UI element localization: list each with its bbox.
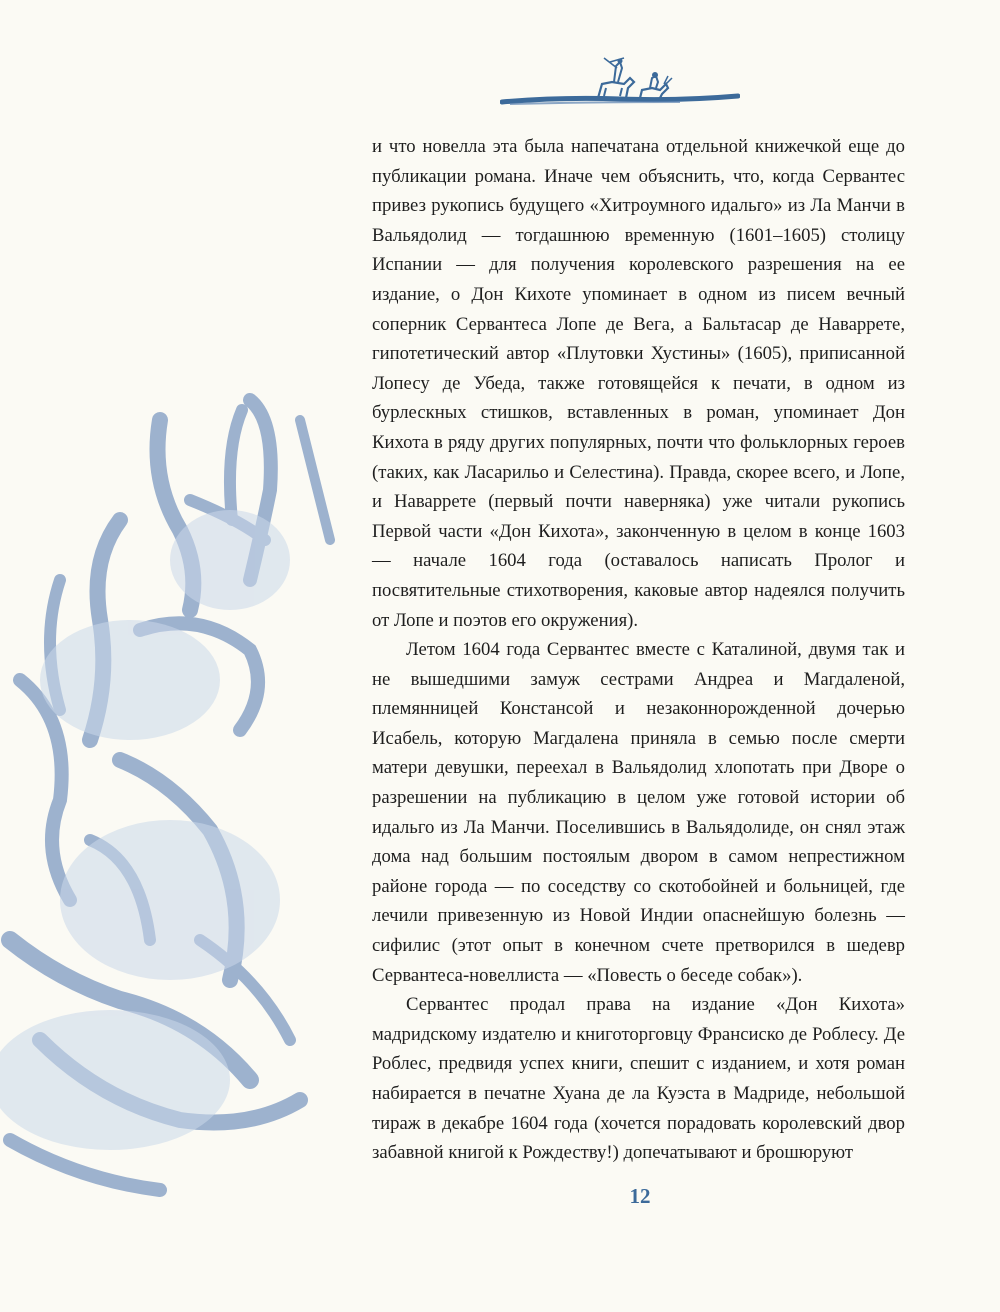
paragraph: и что новелла эта была напечатана отдельной книжечкой еще до публикации романа. Иначе чем объяснить, что, когда Сервантес привез рукопись будущего «Хитроумного идальго» из Ла Манчи в Вальядолид — тогдашнюю временную (1601–1605) столицу Испании — для получения королевского разрешения на ее издание, о Дон Кихоте упоминает в одном из писем вечный соперник Сервантеса Лопе де Вега, а Бальтасар де Наваррете, гипотетический автор «Плутовки Хустины» (1605), приписанной Лопесу де Убеда, также готовящейся к печати, в одном из бурлескных стишков, вставленных в роман, упоминает Дон Кихота в ряду других популярных, почти что фольклорных героев (таких, как Ласарильо и Селестина). Правда, скорее всего, и Лопе, и Наваррете (первый почти наверняка) уже читали рукопись Первой части «Дон Кихота», законченную в целом в конце 1603 — начале 1604 года (оставалось написать Пролог и посвятительные стихотворения, каковые автор надеялся получить от Лопе и поэтов его окружения).	[372, 136, 905, 631]
page-number: 12	[629, 1184, 651, 1208]
don-quixote-painted-sketch-icon	[0, 380, 380, 1240]
body-text	[372, 132, 905, 1168]
paragraph: Летом 1604 года Сервантес вместе с Каталиной, двумя так и не вышедшими замуж сестрами Андреа и Магдаленой, племянницей Констансой и незаконнорожденной дочерью Исабель, которую Магдалена приняла в семью после смерти матери девушки, переехал в Вальядолид хлопотать при Дворе о разрешении на публикацию в целом уже готовой истории об идальго из Ла Манчи. Поселившись в Вальядолиде, он снял этаж дома над большим постоялым двором в самом непрестижном районе города — по соседству со скотобойней и больницей, где лечили привезенную из Новой Индии опаснейшую болезнь — сифилис (этот опыт в конечном счете претворился в шедевр Сервантеса-новеллиста — «Повесть о беседе собак»).	[372, 639, 905, 986]
don-quixote-sancho-riders-icon	[500, 52, 740, 122]
paragraph: Сервантес продал права на издание «Дон Кихота» мадридскому издателю и книготорговцу Франсиско де Роблесу. Де Роблес, предвидя успех книги, спешит с изданием, и хотя роман набирается в печатне Хуана де ла Куэста в Мадриде, небольшой тираж в декабре 1604 года (хочется порадовать королевский двор забавной книгой к Рождеству!) допечатывают и брошюруют	[372, 994, 905, 1164]
